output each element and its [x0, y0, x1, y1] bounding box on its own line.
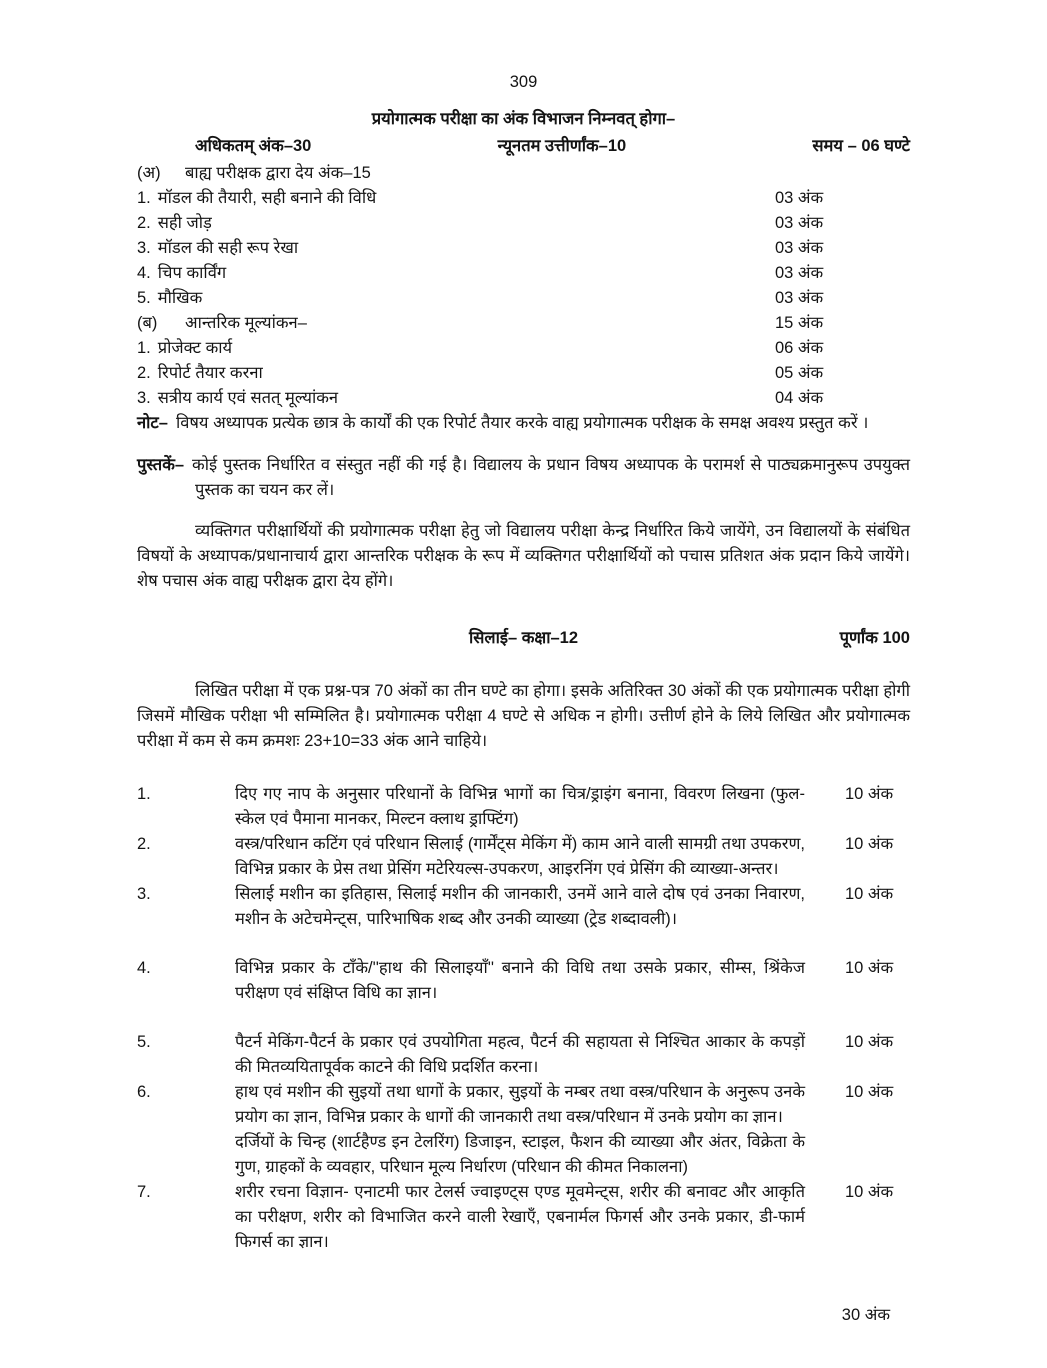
row-prefix: 3.: [137, 389, 151, 407]
row-marks: 04 अंक: [775, 389, 824, 407]
item-marks: 10 अंक: [845, 959, 894, 977]
row-marks: 06 अंक: [775, 339, 824, 357]
item-body: [235, 956, 845, 1006]
row-marks: 05 अंक: [775, 364, 824, 382]
item-number: 2.: [137, 835, 151, 853]
row-marks: 03 अंक: [775, 214, 824, 232]
marks-row: [137, 386, 910, 411]
marks-row: [137, 286, 910, 311]
row-text: चिप कार्विंग: [157, 264, 227, 282]
row-prefix: (ब): [137, 314, 158, 332]
marks-row: [137, 186, 910, 211]
row-text: रिपोर्ट तैयार करना: [157, 364, 263, 382]
row-prefix: 4.: [137, 264, 151, 282]
marks-row: [137, 336, 910, 361]
item-marks: 10 अंक: [845, 835, 894, 853]
marks-row: [137, 261, 910, 286]
item-marks: 10 अंक: [845, 1033, 894, 1051]
marks-row: [137, 361, 910, 386]
marks-row: [137, 311, 910, 336]
item-number: 6.: [137, 1083, 151, 1101]
syllabus-item: [137, 1080, 910, 1180]
row-prefix: 3.: [137, 239, 151, 257]
row-marks: 03 अंक: [775, 289, 824, 307]
syllabus-item: [137, 1180, 910, 1255]
item-text: पैटर्न मेकिंग-पैटर्न के प्रकार एवं उपयोगिता महत्व, पैटर्न की सहायता से निश्चित आकार के कपड़ों की मितव्ययितापूर्वक काटने की विधि प्रदर्शित करना।: [235, 1033, 805, 1076]
row-text: बाह्य परीक्षक द्वारा देय अंक–15: [185, 164, 371, 182]
item-body: [235, 782, 845, 832]
syllabus-item: [137, 832, 910, 882]
row-text: सत्रीय कार्य एवं सतत् मूल्यांकन: [157, 389, 339, 407]
item-text: हाथ एवं मशीन की सुइयों तथा धागों के प्रकार, सुइयों के नम्बर तथा वस्त्र/परिधान के अनुरूप उनके प्रयोग का ज्ञान, विभिन्न प्रकार के धागों की जानकारी तथा वस्त्र/परिधान में उनके प्रयोग का ज्ञान।: [235, 1083, 805, 1126]
row-marks: 03 अंक: [775, 239, 824, 257]
row-marks: 15 अंक: [775, 314, 824, 332]
note-lead: नोट–: [137, 414, 168, 432]
item-body: [235, 882, 845, 932]
syllabus-item: [137, 956, 910, 1006]
row-text: सही जोड़: [157, 214, 212, 232]
books-lead: पुस्तकें–: [137, 455, 185, 474]
row-prefix: 1.: [137, 189, 151, 207]
sewing-section-header: [137, 626, 910, 651]
item-marks: 10 अंक: [845, 1183, 894, 1201]
row-text: मॉडल की सही रूप रेखा: [157, 239, 299, 257]
sewing-intro-paragraph: लिखित परीक्षा में एक प्रश्न-पत्र 70 अंकों का तीन घण्टे का होगा। इसके अतिरिक्त 30 अंकों की एक प्रयोगात्मक परीक्षा होगी जिसमें मौखिक परीक्षा भी सम्मिलित है। प्रयोगात्मक परीक्षा 4 घण्टे से अधिक न होगी। उत्तीर्ण होने के लिये लिखित और प्रयोगात्मक परीक्षा में कम से कम क्रमशः 23+10=33 अंक आने चाहिये।: [137, 682, 910, 750]
full-marks-label: पूर्णांक 100: [839, 629, 910, 647]
item-text: विभिन्न प्रकार के टाँके/''हाथ की सिलाइयाँ'' बनाने की विधि तथा उसके प्रकार, सीम्स, श्रिंकेज परीक्षण एवं संक्षिप्त विधि का ज्ञान।: [235, 959, 805, 1002]
item-number: 3.: [137, 885, 151, 903]
row-prefix: 2.: [137, 364, 151, 382]
item-text: दिए गए नाप के अनुसार परिधानों के विभिन्न भागों का चित्र/ड्राइंग बनाना, विवरण लिखना (फुल-स्केल एवं पैमाना मानकर, मिल्टन क्लाथ ड्राफ्टिंग): [235, 785, 805, 828]
books-paragraph: [137, 453, 910, 503]
sewing-section-title: सिलाई– कक्षा–12: [468, 629, 579, 647]
item-marks: 10 अंक: [845, 785, 894, 803]
note-text: विषय अध्यापक प्रत्येक छात्र के कार्यों की एक रिपोर्ट तैयार करके वाह्य प्रयोगात्मक परीक्षक के समक्ष अवश्य प्रस्तुत करें ।: [175, 414, 869, 432]
note-paragraph: [137, 411, 910, 436]
item-body: [235, 1080, 845, 1180]
item-number: 4.: [137, 959, 151, 977]
row-marks: [775, 161, 910, 186]
item-number: 5.: [137, 1033, 151, 1051]
item-body: [235, 1180, 845, 1255]
private-candidates-paragraph: व्यक्तिगत परीक्षार्थियों की प्रयोगात्मक परीक्षा हेतु जो विद्यालय परीक्षा केन्द्र निर्धारित किये जायेंगे, उन विद्यालयों के संबंधित विषयों के अध्यापक/प्रधानाचार्य द्वारा आन्तरिक परीक्षक के रूप में व्यक्तिगत परीक्षार्थियों को पचास प्रतिशत अंक प्रदान किये जायेंगे। शेष पचास अंक वाह्य परीक्षक द्वारा देय होंगे।: [137, 522, 910, 590]
total-marks: 30 अंक: [841, 1306, 890, 1324]
item-number: 7.: [137, 1183, 151, 1201]
marks-row: [137, 161, 910, 186]
row-marks: 03 अंक: [775, 264, 824, 282]
item-text-continued: दर्जियों के चिन्ह (शार्टहैण्ड इन टेलरिंग) डिजाइन, स्टाइल, फैशन की व्याख्या और अंतर, विक्रेता के गुण, ग्राहकों के व्यवहार, परिधान मूल्य निर्धारण (परिधान की कीमत निकालना): [235, 1133, 805, 1176]
row-prefix: 1.: [137, 339, 151, 357]
syllabus-item: [137, 1030, 910, 1080]
marks-row: [137, 236, 910, 261]
page-number: 309: [509, 73, 538, 91]
marks-distribution-list: [137, 161, 910, 411]
item-body: [235, 832, 845, 882]
marks-header-row: [137, 134, 910, 159]
row-prefix: 5.: [137, 289, 151, 307]
syllabus-item: [137, 882, 910, 932]
row-text: मौखिक: [157, 289, 203, 307]
row-text: आन्तरिक मूल्यांकन–: [185, 314, 307, 332]
row-marks: 03 अंक: [775, 189, 824, 207]
item-text: शरीर रचना विज्ञान- एनाटमी फार टेलर्स ज्वाइण्ट्स एण्ड मूवमेन्ट्स, शरीर की बनावट और आकृति का परीक्षण, शरीर को विभाजित करने वाली रेखाएँ, एबनार्मल फिगर्स और उनके प्रकार, डी-फार्म फिगर्स का ज्ञान।: [235, 1183, 805, 1251]
practical-section-title: प्रयोगात्मक परीक्षा का अंक विभाजन निम्नवत् होगा–: [371, 110, 676, 128]
marks-row: [137, 211, 910, 236]
min-pass-marks-label: न्यूनतम उत्तीर्णांक–10: [497, 137, 627, 155]
time-label: समय – 06 घण्टे: [812, 137, 910, 155]
item-text: सिलाई मशीन का इतिहास, सिलाई मशीन की जानकारी, उनमें आने वाले दोष एवं उनका निवारण, मशीन के अटेचमेन्ट्स, पारिभाषिक शब्द और उनकी व्याख्या (ट्रेड शब्दावली)।: [235, 885, 805, 928]
row-prefix: 2.: [137, 214, 151, 232]
item-number: 1.: [137, 785, 151, 803]
max-marks-label: अधिकतम् अंक–30: [195, 137, 312, 155]
item-marks: 10 अंक: [845, 885, 894, 903]
row-text: मॉडल की तैयारी, सही बनाने की विधि: [157, 189, 377, 207]
books-text: कोई पुस्तक निर्धारित व संस्तुत नहीं की गई है। विद्यालय के प्रधान विषय अध्यापक के परामर्श से पाठ्यक्रमानुरूप उपयुक्त पुस्तक का चयन कर लें।: [192, 455, 910, 499]
item-body: [235, 1030, 845, 1080]
syllabus-item: [137, 782, 910, 832]
row-prefix: (अ): [137, 164, 161, 182]
item-marks: 10 अंक: [845, 1083, 894, 1101]
sewing-syllabus-list: [137, 782, 910, 1255]
item-text: वस्त्र/परिधान कटिंग एवं परिधान सिलाई (गार्मेंट्स मेकिंग में) काम आने वाली सामग्री तथा उपकरण, विभिन्न प्रकार के प्रेस तथा प्रेसिंग मटेरियल्स-उपकरण, आइरनिंग एवं प्रेसिंग की व्याख्या-अन्तर।: [235, 835, 805, 878]
row-text: प्रोजेक्ट कार्य: [157, 339, 233, 357]
